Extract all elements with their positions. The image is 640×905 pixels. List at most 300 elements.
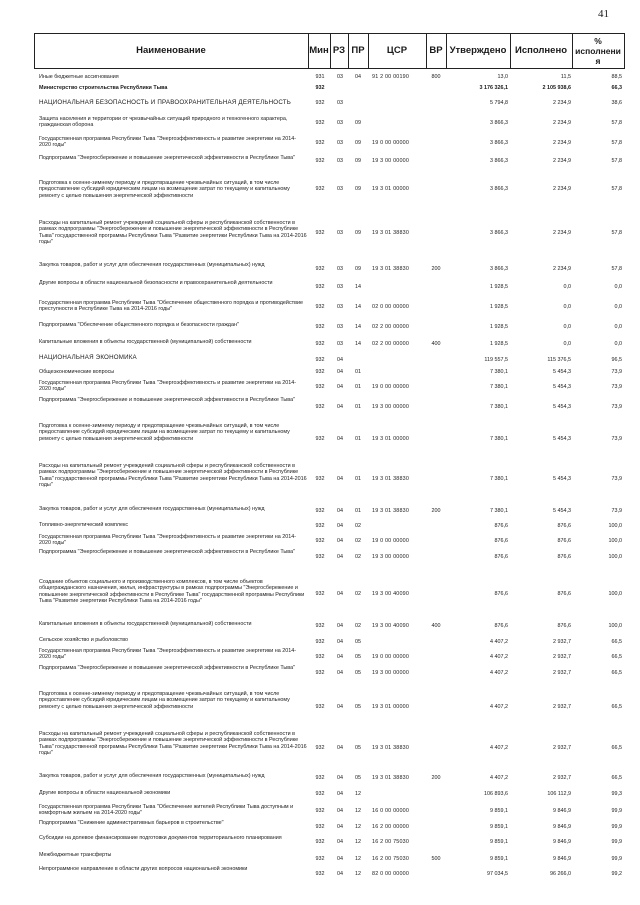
row-pr: 05: [355, 639, 361, 645]
row-percent: 66,5: [611, 775, 622, 781]
row-approved: 7 380,1: [490, 384, 508, 390]
row-min: 932: [315, 554, 325, 560]
row-csr: 19 0 00 00000: [372, 654, 410, 660]
row-name: Подпрограмма "Обеспечение общественного порядка и безопасности граждан": [39, 322, 239, 328]
row-pr: 01: [355, 384, 361, 390]
row-name: Подпрограмма "Энергосбережение и повышение энергетической эффективности в Республике Тыва": [39, 665, 295, 671]
row-rz: 04: [337, 704, 343, 710]
row-executed: 876,6: [557, 538, 571, 544]
row-executed: 876,6: [557, 623, 571, 629]
row-percent: 100,0: [608, 554, 622, 560]
row-vr: 400: [431, 341, 441, 347]
row-rz: 04: [337, 554, 343, 560]
row-pr: 12: [355, 808, 361, 814]
row-min: 932: [315, 324, 325, 330]
row-name: Расходы на капитальный ремонт учреждений социальной сферы и республиканской собственности в рамках подпрограммы "Энергосбережение и повышение энергетической эффективности в Республике Тыва" государственной программы Республики Тыва "Развитие энергетики Республики Тыва на 2014-2016 годы": [39, 731, 307, 756]
row-name: Подготовка к осенне-зимнему периоду и предотвращение чрезвычайных ситуаций, в том числе предоставление субсидий юридическим лицам на возмещение затрат по текущему и капитальному ремонту с целью повышения энергетической эффективности: [39, 423, 290, 442]
row-min: 932: [315, 824, 325, 830]
row-executed: 2 234,9: [553, 158, 571, 164]
row-min: 932: [315, 304, 325, 310]
row-name: Государственная программа Республики Тыва "Энергоэффективность и развитие энергетики на 2014-2020 годы": [39, 648, 297, 661]
row-rz: 04: [337, 508, 343, 514]
row-name: Иные бюджетные ассигнования: [39, 74, 119, 80]
row-executed: 9 846,9: [553, 824, 571, 830]
row-name: Другие вопросы в области национальной безопасности и правоохранительной деятельности: [39, 280, 273, 286]
row-csr: 91 2 00 00190: [372, 74, 410, 80]
row-rz: 04: [337, 856, 343, 862]
row-csr: 19 3 01 38830: [372, 775, 410, 781]
row-csr: 16 2 00 75030: [372, 856, 410, 862]
row-percent: 57,8: [611, 120, 622, 126]
header-pr: ПР: [351, 45, 365, 56]
row-rz: 03: [337, 158, 343, 164]
row-csr: 19 3 01 00000: [372, 704, 410, 710]
row-approved: 5 794,8: [490, 100, 508, 106]
row-percent: 99,9: [611, 839, 622, 845]
row-approved: 3 866,3: [490, 266, 508, 272]
row-name: Непрограммное направление в области других вопросов национальной экономики: [39, 866, 248, 872]
row-percent: 99,3: [611, 791, 622, 797]
row-executed: 2 234,9: [553, 266, 571, 272]
row-approved: 3 866,3: [490, 186, 508, 192]
row-percent: 88,5: [611, 74, 622, 80]
row-percent: 0,0: [614, 341, 622, 347]
row-executed: 96 266,0: [550, 871, 571, 877]
row-min: 932: [315, 284, 325, 290]
row-percent: 0,0: [614, 304, 622, 310]
row-executed: 2 932,7: [553, 775, 571, 781]
row-rz: 04: [337, 538, 343, 544]
row-rz: 04: [337, 839, 343, 845]
row-executed: 11,5: [560, 74, 571, 80]
row-name: Защита населения и территории от чрезвычайных ситуаций природного и техногенного характера, гражданская оборона: [39, 116, 288, 129]
row-min: 932: [315, 839, 325, 845]
row-executed: 5 454,3: [553, 384, 571, 390]
row-min: 932: [315, 523, 325, 529]
row-approved: 876,6: [494, 554, 508, 560]
row-pr: 14: [355, 341, 361, 347]
row-pr: 01: [355, 476, 361, 482]
row-percent: 100,0: [608, 523, 622, 529]
row-executed: 5 454,3: [553, 436, 571, 442]
row-csr: 19 3 00 00000: [372, 158, 410, 164]
row-rz: 03: [337, 186, 343, 192]
row-csr: 19 0 00 00000: [372, 140, 410, 146]
row-pr: 09: [355, 266, 361, 272]
row-percent: 99,9: [611, 808, 622, 814]
row-pr: 12: [355, 839, 361, 845]
row-rz: 04: [337, 404, 343, 410]
row-min: 932: [315, 508, 325, 514]
row-name: Расходы на капитальный ремонт учреждений социальной сферы и республиканской собственности в рамках подпрограммы "Энергосбережение и повышение энергетической эффективности в Республике Тыва" государственной программы Республики Тыва "Развитие энергетики Республики Тыва на 2014-2016 годы": [39, 220, 307, 245]
row-executed: 0,0: [563, 304, 571, 310]
row-name: Закупка товаров, работ и услуг для обеспечения государственных (муниципальных) нужд: [39, 773, 265, 779]
row-pr: 04: [355, 74, 361, 80]
row-name: Другие вопросы в области национальной экономики: [39, 790, 171, 796]
row-approved: 9 859,1: [490, 856, 508, 862]
row-pr: 12: [355, 871, 361, 877]
row-percent: 73,9: [611, 404, 622, 410]
row-min: 932: [315, 85, 325, 91]
row-name: Создание объектов социального и производственного комплексов, в том числе объектов общегражданского назначения, жилья, инфраструктуры в рамках подпрограммы "Энергосбережение и повышение энергетической эффективности в Республике Тыва" государственной программы Республики Тыва "Развитие энергетики Республики Тыва на 2014-2016 годы": [39, 579, 305, 604]
row-rz: 04: [337, 745, 343, 751]
row-min: 932: [315, 158, 325, 164]
row-approved: 1 928,5: [490, 341, 508, 347]
row-pr: 05: [355, 654, 361, 660]
row-percent: 73,9: [611, 476, 622, 482]
row-rz: 04: [337, 357, 343, 363]
row-csr: 02 0 00 00000: [372, 304, 410, 310]
row-vr: 200: [431, 775, 441, 781]
row-name: Подпрограмма "Энергосбережение и повышение энергетической эффективности в Республике Тыва": [39, 155, 295, 161]
row-pr: 09: [355, 120, 361, 126]
row-executed: 115 376,5: [547, 357, 571, 363]
row-rz: 04: [337, 654, 343, 660]
row-name: Подпрограмма "Энергосбережение и повышение энергетической эффективности в Республике Тыва": [39, 549, 295, 555]
row-executed: 5 454,3: [553, 404, 571, 410]
row-pr: 01: [355, 508, 361, 514]
row-percent: 100,0: [608, 538, 622, 544]
row-approved: 1 928,5: [490, 324, 508, 330]
row-percent: 100,0: [608, 591, 622, 597]
row-rz: 03: [337, 74, 343, 80]
row-csr: 16 2 00 75030: [372, 839, 410, 845]
row-vr: 200: [431, 508, 441, 514]
row-rz: 04: [337, 523, 343, 529]
header-vr: ВР: [429, 45, 443, 56]
row-approved: 876,6: [494, 523, 508, 529]
row-min: 932: [315, 775, 325, 781]
row-rz: 03: [337, 304, 343, 310]
row-min: 932: [315, 856, 325, 862]
row-min: 932: [315, 436, 325, 442]
row-executed: 2 932,7: [553, 670, 571, 676]
row-rz: 04: [337, 623, 343, 629]
row-pr: 01: [355, 436, 361, 442]
row-min: 932: [315, 230, 325, 236]
row-percent: 66,5: [611, 639, 622, 645]
row-min: 932: [315, 654, 325, 660]
row-name: Подготовка к осенне-зимнему периоду и предотвращение чрезвычайных ситуаций, в том числе предоставление субсидий юридическим лицам на возмещение затрат по текущему и капитальному ремонту с целью повышения энергетической эффективности: [39, 691, 290, 710]
row-min: 932: [315, 871, 325, 877]
row-csr: 19 3 00 00000: [372, 554, 410, 560]
row-approved: 876,6: [494, 538, 508, 544]
row-rz: 04: [337, 639, 343, 645]
row-executed: 5 454,3: [553, 508, 571, 514]
row-min: 932: [315, 670, 325, 676]
row-approved: 97 034,5: [487, 871, 508, 877]
row-executed: 0,0: [563, 324, 571, 330]
row-rz: 04: [337, 591, 343, 597]
row-percent: 73,9: [611, 436, 622, 442]
row-pr: 14: [355, 284, 361, 290]
row-approved: 4 407,2: [490, 745, 508, 751]
row-percent: 57,8: [611, 158, 622, 164]
row-approved: 119 557,5: [484, 357, 508, 363]
row-min: 931: [315, 74, 325, 80]
row-executed: 106 112,9: [547, 791, 571, 797]
row-csr: 02 2 00 00000: [372, 324, 410, 330]
header-csr: ЦСР: [386, 45, 408, 56]
row-approved: 7 380,1: [490, 369, 508, 375]
row-rz: 03: [337, 324, 343, 330]
row-pr: 12: [355, 791, 361, 797]
row-executed: 2 234,9: [553, 120, 571, 126]
row-min: 932: [315, 186, 325, 192]
header-approved: Утверждено: [449, 45, 507, 56]
row-percent: 73,9: [611, 384, 622, 390]
row-pr: 12: [355, 824, 361, 830]
row-name: Капитальные вложения в объекты государственной (муниципальной) собственности: [39, 339, 252, 345]
row-rz: 03: [337, 341, 343, 347]
row-csr: 19 3 01 38830: [372, 745, 410, 751]
row-min: 932: [315, 476, 325, 482]
row-approved: 7 380,1: [490, 476, 508, 482]
row-executed: 9 846,9: [553, 856, 571, 862]
row-pr: 02: [355, 554, 361, 560]
row-min: 932: [315, 745, 325, 751]
row-min: 932: [315, 808, 325, 814]
row-min: 932: [315, 357, 325, 363]
row-executed: 9 846,9: [553, 839, 571, 845]
row-executed: 2 234,9: [553, 140, 571, 146]
row-name: НАЦИОНАЛЬНАЯ БЕЗОПАСНОСТЬ И ПРАВООХРАНИТЕЛЬНАЯ ДЕЯТЕЛЬНОСТЬ: [39, 99, 292, 106]
row-approved: 4 407,2: [490, 639, 508, 645]
row-approved: 9 859,1: [490, 824, 508, 830]
row-pr: 05: [355, 704, 361, 710]
row-pr: 09: [355, 140, 361, 146]
row-vr: 500: [431, 856, 441, 862]
row-percent: 66,5: [611, 654, 622, 660]
row-min: 932: [315, 369, 325, 375]
row-pr: 09: [355, 230, 361, 236]
row-approved: 1 928,5: [490, 284, 508, 290]
header-percent: % исполнени я: [575, 36, 621, 66]
row-name: Межбюджетные трансферты: [39, 852, 112, 858]
row-csr: 19 3 01 00000: [372, 186, 410, 192]
row-rz: 03: [337, 266, 343, 272]
row-approved: 4 407,2: [490, 704, 508, 710]
row-pr: 09: [355, 158, 361, 164]
page-number: 41: [598, 8, 609, 20]
row-name: Закупка товаров, работ и услуг для обеспечения государственных (муниципальных) нужд: [39, 506, 265, 512]
row-rz: 03: [337, 284, 343, 290]
row-executed: 2 932,7: [553, 704, 571, 710]
row-min: 932: [315, 341, 325, 347]
row-name: Государственная программа Республики Тыва "Обеспечение общественного порядка и противодействие преступности в Республике Тыва на 2014-2016 годы": [39, 300, 303, 313]
row-rz: 04: [337, 384, 343, 390]
row-approved: 3 866,3: [490, 158, 508, 164]
row-rz: 04: [337, 476, 343, 482]
row-executed: 5 454,3: [553, 476, 571, 482]
row-percent: 38,6: [611, 100, 622, 106]
header-rz: РЗ: [332, 45, 346, 56]
row-pr: 02: [355, 591, 361, 597]
row-pr: 09: [355, 186, 361, 192]
row-csr: 19 3 01 38830: [372, 266, 410, 272]
header-min: Мин: [309, 45, 329, 56]
row-min: 932: [315, 623, 325, 629]
row-min: 932: [315, 791, 325, 797]
row-rz: 04: [337, 791, 343, 797]
row-approved: 9 859,1: [490, 839, 508, 845]
row-percent: 99,9: [611, 856, 622, 862]
row-csr: 19 3 00 00000: [372, 670, 410, 676]
row-name: Закупка товаров, работ и услуг для обеспечения государственных (муниципальных) нужд: [39, 262, 265, 268]
row-approved: 876,6: [494, 623, 508, 629]
row-name: Министерство строительства Республики Тыва: [39, 85, 168, 91]
row-approved: 7 380,1: [490, 508, 508, 514]
row-name: Подготовка к осенне-зимнему периоду и предотвращение чрезвычайных ситуаций, в том числе предоставление субсидий юридическим лицам на возмещение затрат по текущему и капитальному ремонту с целью повышения энергетической эффективности: [39, 180, 290, 199]
row-pr: 02: [355, 538, 361, 544]
row-pr: 01: [355, 404, 361, 410]
row-name: Субсидии на долевое финансирование подготовки документов территориального планирования: [39, 835, 282, 841]
row-rz: 04: [337, 670, 343, 676]
row-csr: 02 2 00 00000: [372, 341, 410, 347]
row-percent: 66,5: [611, 704, 622, 710]
header-executed: Исполнено: [514, 45, 567, 56]
row-approved: 13,0: [497, 74, 508, 80]
row-csr: 19 0 00 00000: [372, 384, 410, 390]
row-csr: 16 0 00 00000: [372, 808, 410, 814]
row-percent: 73,9: [611, 369, 622, 375]
row-name: Расходы на капитальный ремонт учреждений социальной сферы и республиканской собственности в рамках подпрограммы "Энергосбережение и повышение энергетической эффективности в Республике Тыва" государственной программы Республики Тыва "Развитие энергетики Республики Тыва на 2014-2016 годы": [39, 463, 307, 488]
row-min: 932: [315, 538, 325, 544]
row-approved: 3 866,3: [490, 140, 508, 146]
row-percent: 57,8: [611, 186, 622, 192]
row-name: Государственная программа Республики Тыва "Энергоэффективность и развитие энергетики на 2014-2020 годы": [39, 136, 297, 149]
row-rz: 04: [337, 775, 343, 781]
row-approved: 4 407,2: [490, 775, 508, 781]
row-vr: 200: [431, 266, 441, 272]
row-pr: 05: [355, 670, 361, 676]
row-percent: 100,0: [608, 623, 622, 629]
row-pr: 14: [355, 304, 361, 310]
row-name: Государственная программа Республики Тыва "Энергоэффективность и развитие энергетики на 2014-2020 годы": [39, 534, 297, 547]
row-percent: 66,5: [611, 670, 622, 676]
row-rz: 03: [337, 120, 343, 126]
row-approved: 3 866,3: [490, 120, 508, 126]
row-pr: 02: [355, 523, 361, 529]
row-name: Топливно-энергетический комплекс: [39, 522, 129, 528]
row-name: Государственная программа Республики Тыва "Обеспечение жителей Республики Тыва доступным и комфортным жильем на 2014-2020 годы": [39, 804, 294, 817]
row-name: НАЦИОНАЛЬНАЯ ЭКОНОМИКА: [39, 354, 137, 361]
row-rz: 03: [337, 140, 343, 146]
row-pr: 02: [355, 623, 361, 629]
row-rz: 04: [337, 824, 343, 830]
row-rz: 04: [337, 808, 343, 814]
row-approved: 3 176 326,1: [479, 85, 508, 91]
row-name: Государственная программа Республики Тыва "Энергоэффективность и развитие энергетики на 2014-2020 годы": [39, 380, 297, 393]
row-pr: 01: [355, 369, 361, 375]
row-percent: 57,8: [611, 230, 622, 236]
row-min: 932: [315, 266, 325, 272]
row-executed: 2 234,9: [553, 186, 571, 192]
row-csr: 19 3 01 38830: [372, 476, 410, 482]
row-name: Подпрограмма "Снижение административных барьеров в строительстве": [39, 820, 224, 826]
row-executed: 2 932,7: [553, 639, 571, 645]
row-min: 932: [315, 384, 325, 390]
row-approved: 3 866,3: [490, 230, 508, 236]
row-executed: 876,6: [557, 554, 571, 560]
row-executed: 2 234,9: [553, 230, 571, 236]
row-percent: 57,8: [611, 140, 622, 146]
row-csr: 19 3 01 00000: [372, 436, 410, 442]
row-executed: 2 932,7: [553, 654, 571, 660]
row-pr: 12: [355, 856, 361, 862]
row-csr: 19 3 01 38830: [372, 230, 410, 236]
row-percent: 66,3: [611, 85, 622, 91]
row-pr: 14: [355, 324, 361, 330]
row-percent: 99,2: [611, 871, 622, 877]
row-approved: 4 407,2: [490, 654, 508, 660]
row-executed: 876,6: [557, 523, 571, 529]
row-min: 932: [315, 404, 325, 410]
row-name: Подпрограмма "Энергосбережение и повышение энергетической эффективности в Республике Тыва": [39, 397, 295, 403]
row-executed: 5 454,3: [553, 369, 571, 375]
row-approved: 106 893,6: [484, 791, 508, 797]
row-vr: 400: [431, 623, 441, 629]
row-csr: 16 2 00 00000: [372, 824, 410, 830]
row-approved: 9 859,1: [490, 808, 508, 814]
row-executed: 2 932,7: [553, 745, 571, 751]
row-name: Общеэкономические вопросы: [39, 369, 115, 375]
row-approved: 1 928,5: [490, 304, 508, 310]
row-percent: 73,9: [611, 508, 622, 514]
row-csr: 19 3 00 40090: [372, 623, 410, 629]
row-percent: 96,5: [611, 357, 622, 363]
row-min: 932: [315, 120, 325, 126]
row-percent: 57,8: [611, 266, 622, 272]
row-name: Сельское хозяйство и рыболовство: [39, 637, 129, 643]
row-executed: 0,0: [563, 284, 571, 290]
row-approved: 4 407,2: [490, 670, 508, 676]
row-csr: 19 3 00 00000: [372, 404, 410, 410]
row-approved: 7 380,1: [490, 404, 508, 410]
row-name: Капитальные вложения в объекты государственной (муниципальной) собственности: [39, 621, 252, 627]
row-csr: 19 0 00 00000: [372, 538, 410, 544]
row-min: 932: [315, 100, 325, 106]
row-min: 932: [315, 140, 325, 146]
row-approved: 876,6: [494, 591, 508, 597]
row-percent: 99,9: [611, 824, 622, 830]
row-percent: 66,5: [611, 745, 622, 751]
row-percent: 0,0: [614, 284, 622, 290]
row-csr: 19 3 00 40090: [372, 591, 410, 597]
row-min: 932: [315, 704, 325, 710]
row-pr: 05: [355, 775, 361, 781]
row-executed: 9 846,9: [553, 808, 571, 814]
row-rz: 03: [337, 100, 343, 106]
row-executed: 0,0: [563, 341, 571, 347]
row-approved: 7 380,1: [490, 436, 508, 442]
row-pr: 05: [355, 745, 361, 751]
row-csr: 19 3 01 38830: [372, 508, 410, 514]
row-percent: 0,0: [614, 324, 622, 330]
row-min: 932: [315, 639, 325, 645]
row-rz: 04: [337, 871, 343, 877]
row-executed: 876,6: [557, 591, 571, 597]
row-min: 932: [315, 591, 325, 597]
row-executed: 2 105 938,6: [542, 85, 571, 91]
row-executed: 2 234,9: [553, 100, 571, 106]
row-rz: 03: [337, 230, 343, 236]
row-csr: 82 0 00 00000: [372, 871, 410, 877]
header-name: Наименование: [136, 45, 206, 56]
row-vr: 800: [431, 74, 441, 80]
row-rz: 04: [337, 436, 343, 442]
row-rz: 04: [337, 369, 343, 375]
